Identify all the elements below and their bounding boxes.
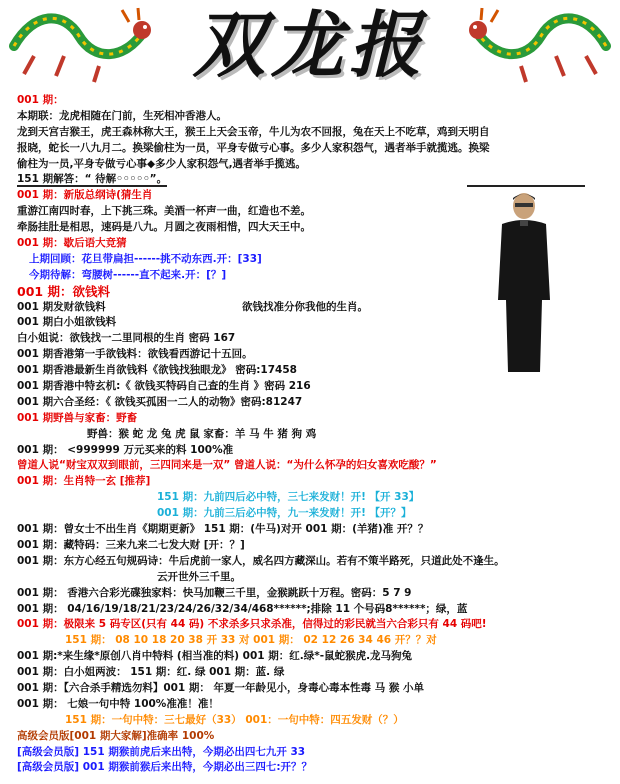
line-text: 上期回顾：花旦带扁担------挑不动东西.开：[33]	[29, 252, 262, 265]
text-line	[17, 745, 577, 761]
text-line	[17, 458, 577, 474]
text-line	[17, 395, 577, 411]
text-line	[17, 649, 577, 665]
text-line	[17, 474, 577, 490]
text-line	[17, 331, 577, 347]
text-line	[17, 93, 577, 109]
line-text: 偷柱为一员,平身专做亏心事◆多少人家积怨气,遇者举手揽逃。	[17, 157, 307, 170]
content-body	[17, 93, 577, 776]
text-line	[17, 284, 577, 300]
line-text: 001 期：欲钱料	[17, 283, 110, 299]
line-text: 本期联：龙虎相随在门前，生死相冲香港人。	[17, 109, 227, 122]
text-line	[17, 411, 577, 427]
line-text: 野兽：猴 蛇 龙 兔 虎 鼠 家畜：羊 马 牛 猪 狗 鸡	[87, 427, 317, 440]
line-text: 151 期：一句中特：三七最好（33） 001：一句中特：四五发财（？）	[65, 713, 404, 726]
text-line	[17, 729, 577, 745]
text-line	[17, 379, 577, 395]
line-text: 报晓，蛇长一八九月二。换梁偷柱为一员，平身专做亏心事。多少人家积怨气，遇者举手就揽逃。换梁	[17, 141, 490, 154]
line-text: 001 期白小姐欲钱料	[17, 316, 117, 329]
text-line	[17, 363, 577, 379]
text-line	[17, 713, 577, 729]
line-text: [高级会员版] 001 期猴前猴后来出特，今期必出三四七:开？？	[17, 761, 313, 774]
text-line	[17, 586, 577, 602]
text-line	[17, 490, 577, 506]
line-text: 001 期：新版总纲诗(猜生肖	[17, 189, 153, 202]
text-line	[17, 665, 577, 681]
text-line	[17, 443, 577, 459]
text-line	[17, 538, 577, 554]
header-banner	[0, 0, 620, 92]
line-text: 牵肠挂肚是相思，速码是八九。月圆之夜雨相惜，四大天王中。	[17, 221, 311, 234]
text-line	[17, 300, 577, 316]
line-text: 001 期：九前三后必中特，九一来发财！开! 【开？】	[157, 507, 412, 520]
line-text: 今期待解：弯腰树------直不起来.开：[？]	[29, 268, 227, 281]
text-line	[17, 172, 577, 188]
line-text: 云开世外三千里。	[157, 570, 241, 583]
text-line	[17, 315, 577, 331]
text-line	[17, 347, 577, 363]
text-line	[17, 522, 577, 538]
line-text: 高级会员版[001 期大家解]准确率 100%	[17, 729, 215, 742]
line-text: 001 期： <999999 万元买来的料 100%准	[17, 443, 234, 456]
text-line	[17, 109, 577, 125]
line-text: 龙到天宫吉猴王，虎王森林称大王，猴王上天会玉帝，牛儿为农不回报，兔在天上不吃草，鸡到天明自	[17, 125, 490, 138]
text-line	[17, 188, 577, 204]
line-text: 001 期：歇后语大竞猜	[17, 237, 127, 250]
line-text: 001 期： 七娘一句中特 100%准准！准！	[17, 697, 219, 710]
line-text: 001 期：曾女士不出生肖《期期更新》 151 期：(牛马)对开 001 期：(羊猪)准 开？？	[17, 523, 429, 536]
line-text: 001 期香港最新生肖欲钱料《欲钱找独眼龙》 密码:17458	[17, 364, 297, 377]
line-text: 001 期香港第一手欲钱料：欲钱看西游记十五回。	[17, 348, 253, 361]
line-text: 001 期发财欲钱料	[17, 300, 106, 313]
text-line	[17, 760, 577, 776]
text-line	[17, 570, 577, 586]
text-line	[17, 633, 577, 649]
text-line	[17, 125, 577, 141]
line-text: 001 期：极限来 5 码专区(只有 44 码) 不求杀多只求杀准，信得过的彩民就当六合彩只有 44 码吧!	[17, 618, 487, 631]
text-line	[17, 554, 577, 570]
line-text: 001 期香港中特玄机:《 欲钱买特码自己查的生肖 》密码 216	[17, 380, 311, 393]
page-title: 双龙报	[192, 2, 427, 87]
text-line	[17, 141, 577, 157]
text-line	[17, 252, 577, 268]
line-text: [高级会员版] 151 期猴前虎后来出特，今期必出四七九开 33	[17, 745, 306, 758]
line-text: 001 期六合圣经：《 欲钱买孤困一二人的动物》密码:81247	[17, 395, 303, 408]
line-text: 001 期：东方心经五句规码诗：牛后虎前一家人，威名四方藏深山。若有不策半路死，只道此处不逢生。	[17, 554, 505, 567]
text-line	[17, 236, 577, 252]
line-text: 001 期： 香港六合彩光碟独家料：快马加鞭三千里，金猴跳跃十万程。密码：5 7 9	[17, 586, 412, 599]
line-text: 151 期：九前四后必中特，三七来发财！开! 【开 33】	[157, 491, 420, 504]
text-line	[17, 681, 577, 697]
line-text: 白小姐说：欲钱找一二里同根的生肖 密码 167	[17, 332, 236, 345]
line-text: 001 期：【六合杀手精选勿料】001 期： 年夏一年龄见小，身毒心毒本性毒 马 猴 小单	[17, 681, 425, 694]
dragon-right-icon	[466, 6, 616, 86]
line-text: 001 期： 04/16/19/18/21/23/24/26/32/34/468******;排除 11 个号码8******；绿，蓝	[17, 602, 468, 615]
line-text: 001 期：藏特码：三来九来二七发大财 [开：？]	[17, 538, 245, 551]
line-text: 001 期:*来生缘*原创八肖中特料 (相当准的料) 001 期：红.绿*-鼠蛇猴虎.龙马狗兔	[17, 650, 413, 663]
line-text: 151 期解答：“ 待解◦◦◦◦◦”。	[17, 173, 168, 186]
line-text-right: 欲钱找准分你我他的生肖。	[242, 300, 368, 313]
dragon-left-icon	[4, 6, 154, 86]
line-text: 曾道人说“财宝双双到眼前，三四同来是一双” 曾道人说：“为什么怀孕的妇女喜欢吃酸？”	[17, 459, 437, 472]
line-text: 151 期： 08 10 18 20 38 开 33 对 001 期： 02 12 26 34 46 开？？对	[65, 634, 437, 647]
text-line	[17, 602, 577, 618]
text-line	[17, 157, 577, 173]
text-line	[17, 220, 577, 236]
line-text: 001 期：生肖特一玄 [推荐]	[17, 475, 151, 488]
line-text: 重游江南四时春，上下挑三珠。美酒一杯声一曲，红造也不差。	[17, 205, 311, 218]
text-line	[17, 268, 577, 284]
text-line	[17, 204, 577, 220]
line-text: 001 期：	[17, 94, 64, 106]
text-line	[17, 617, 577, 633]
text-line	[17, 697, 577, 713]
text-line	[17, 506, 577, 522]
text-line	[17, 427, 577, 443]
line-text: 001 期：白小姐两波： 151 期：红. 绿 001 期：蓝. 绿	[17, 666, 285, 679]
line-text: 001 期野兽与家畜：野畜	[17, 411, 138, 424]
